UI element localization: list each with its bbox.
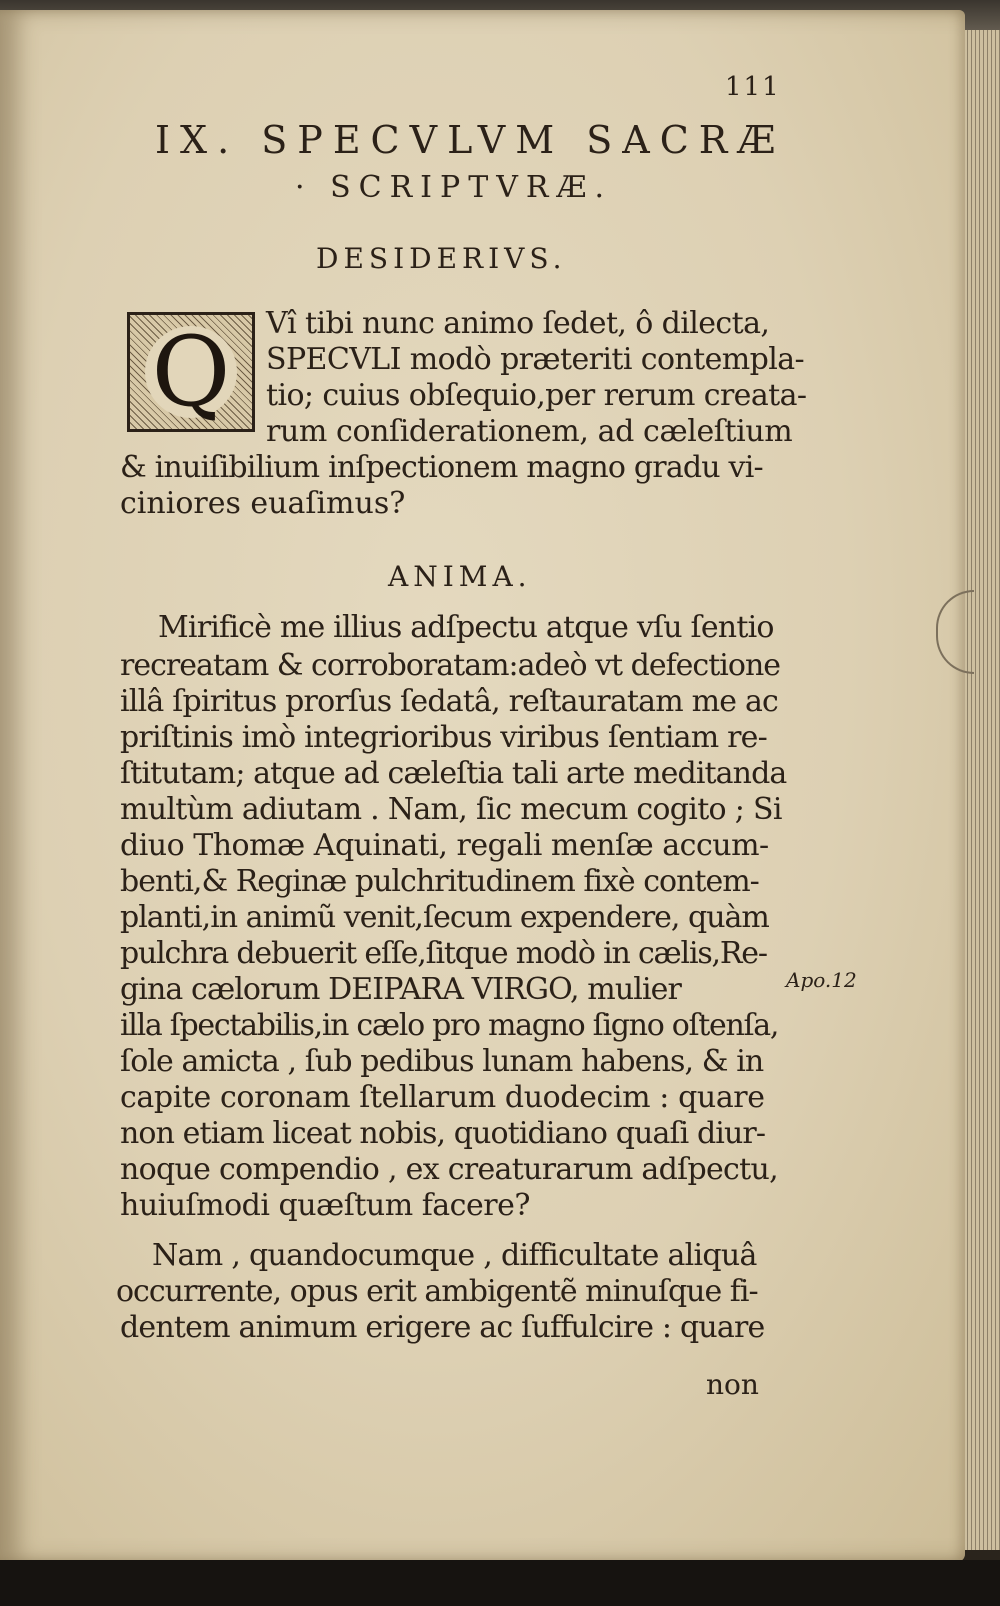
- text-line: huiuſmodi quæſtum facere?: [120, 1188, 530, 1223]
- text-line: gina cælorum DEIPARA VIRGO, mulier: [120, 972, 681, 1007]
- text-line: diuo Thomæ Aquinati, regali menſæ accum-: [120, 828, 769, 863]
- book-bottom-edge: [0, 1560, 1000, 1606]
- text-line: illâ ſpiritus prorſus ſedatâ, reſtauratam me ac: [120, 684, 779, 719]
- margin-note: Apo.12: [786, 968, 857, 992]
- text-line: multùm adiutam . Nam, ſic mecum cogito ; Si: [120, 792, 782, 827]
- text-line: non etiam liceat nobis, quotidiano quaſi diur-: [120, 1116, 766, 1151]
- text-line: ſtitutam; atque ad cæleſtia tali arte meditanda: [120, 756, 787, 791]
- text-line: noque compendio , ex creaturarum adſpectu,: [120, 1152, 778, 1187]
- text-line: pulchra debuerit eſſe,ſitque modò in cælis,Re-: [120, 936, 767, 971]
- text-line: illa ſpectabilis,in cælo pro magno ſigno oſtenſa,: [120, 1008, 779, 1043]
- decorated-initial: [127, 312, 255, 432]
- initial-letter: Q: [145, 326, 237, 418]
- text-line: Nam , quandocumque , difficultate aliquâ: [152, 1238, 757, 1273]
- page-number: 111: [725, 72, 781, 102]
- speaker-heading-anima: ANIMA.: [388, 560, 532, 593]
- text-line: Mirificè me illius adſpectu atque vſu ſentio: [158, 610, 774, 645]
- text-line: tio; cuius obſequio,per rerum creata-: [266, 378, 807, 413]
- catchword: non: [706, 1368, 759, 1401]
- chapter-title: IX. SPECVLVM SACRÆ: [155, 118, 786, 162]
- text-line: ciniores euaſimus?: [120, 486, 406, 521]
- page-tab: [936, 590, 974, 674]
- chapter-title-continued: · SCRIPTVRÆ.: [295, 170, 613, 205]
- text-line: ſole amicta , ſub pedibus lunam habens, & in: [120, 1044, 764, 1079]
- speaker-heading-desiderius: DESIDERIVS.: [316, 242, 567, 275]
- text-line: planti,in animũ venit,ſecum expendere, quàm: [120, 900, 769, 935]
- text-line: recreatam & corroboratam:adeò vt defectione: [120, 648, 781, 683]
- text-line: Vî tibi nunc animo ſedet, ô dilecta,: [266, 306, 770, 341]
- text-line: occurrente, opus erit ambigentẽ minuſque fi-: [116, 1274, 758, 1309]
- text-line: dentem animum erigere ac ſuffulcire : quare: [120, 1310, 765, 1345]
- text-line: SPECVLI modò præteriti contempla-: [266, 342, 805, 377]
- text-line: & inuiſibilium inſpectionem magno gradu vi-: [120, 450, 763, 485]
- text-line: benti,& Reginæ pulchritudinem fixè contem-: [120, 864, 759, 899]
- text-line: capite coronam ſtellarum duodecim : quare: [120, 1080, 765, 1115]
- text-line: priſtinis imò integrioribus viribus ſentiam re-: [120, 720, 767, 755]
- text-line: rum conſiderationem, ad cæleſtium: [266, 414, 793, 449]
